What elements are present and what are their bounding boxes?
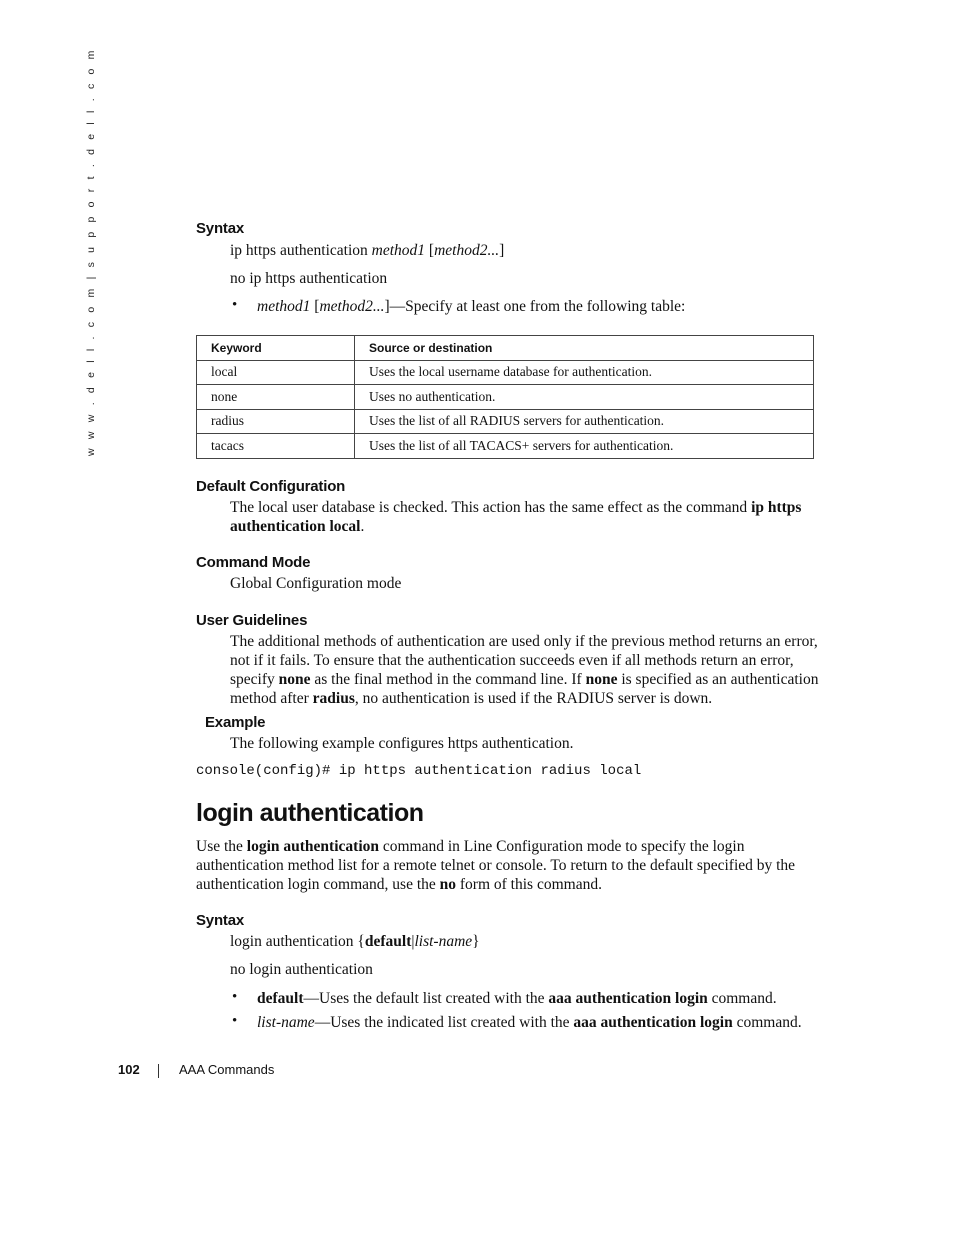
command-mode-heading: Command Mode (196, 554, 311, 571)
table-header-row (197, 336, 814, 361)
table-cell: Uses the list of all TACACS+ servers for authentication. (355, 434, 814, 459)
table-row (197, 385, 814, 410)
sidebar-url (77, 47, 107, 464)
example-text: The following example configures https authentication. (230, 735, 574, 752)
user-guidelines-heading: User Guidelines (196, 612, 308, 629)
method-table (196, 335, 814, 459)
syntax-command-2: no ip https authentication (230, 270, 388, 287)
example-code: console(config)# ip https authentication radius local (196, 763, 642, 779)
table-cell: local (197, 360, 355, 385)
table-cell: tacacs (197, 434, 355, 459)
login-bullet-list-name: list-name—Uses the indicated list created with the aaa authentication login command. (257, 1014, 802, 1031)
table-row (197, 360, 814, 385)
table-header-cell: Keyword (197, 336, 355, 361)
table-cell: none (197, 385, 355, 410)
syntax-heading: Syntax (196, 220, 244, 237)
default-config-heading: Default Configuration (196, 478, 346, 495)
command-mode-text: Global Configuration mode (230, 575, 402, 592)
section-title: login authentication (196, 799, 424, 827)
page-number: 102 (118, 1062, 140, 1077)
footer-section: AAA Commands (179, 1062, 275, 1077)
user-guidelines-text: The additional methods of authentication are used only if the previous method returns an error, not if it fails. To ensure that the authentication succeeds even if all methods return an error, specify none as the final method in the command line. If none is specified as an authentication method after radius, no authentication is used if the RADIUS server is down. (230, 633, 819, 707)
bullet-icon: • (232, 1013, 238, 1029)
login-description: Use the login authentication command in Line Configuration mode to specify the login authentication method list for a remote telnet or console. To return to the default specified by the authentication login command, use the no form of this command. (196, 838, 796, 893)
table-cell: Uses the list of all RADIUS servers for authentication. (355, 409, 814, 434)
table-cell: radius (197, 409, 355, 434)
login-bullet-default: default—Uses the default list created with the aaa authentication login command. (257, 990, 777, 1007)
sidebar-url-text: w w w . d e l l . c o m | s u p p o r t . d e l l . c o m (85, 47, 97, 456)
login-syntax-heading: Syntax (196, 912, 244, 929)
bullet-icon: • (232, 989, 238, 1005)
table-header-cell: Source or destination (355, 336, 814, 361)
table-row (197, 434, 814, 459)
example-heading: Example (205, 714, 266, 731)
syntax-bullet: method1 [method2...]—Specify at least one from the following table: (257, 298, 686, 315)
footer-separator (158, 1064, 159, 1078)
login-syntax-command-1: login authentication {default|list-name} (230, 933, 480, 950)
table-row (197, 409, 814, 434)
syntax-command-1: ip https authentication method1 [method2...] (230, 242, 505, 259)
table-cell: Uses no authentication. (355, 385, 814, 410)
default-config-text: The local user database is checked. This action has the same effect as the command ip https authentication local. (230, 499, 802, 535)
table-cell: Uses the local username database for authentication. (355, 360, 814, 385)
bullet-icon: • (232, 297, 238, 313)
login-syntax-command-2: no login authentication (230, 961, 373, 978)
